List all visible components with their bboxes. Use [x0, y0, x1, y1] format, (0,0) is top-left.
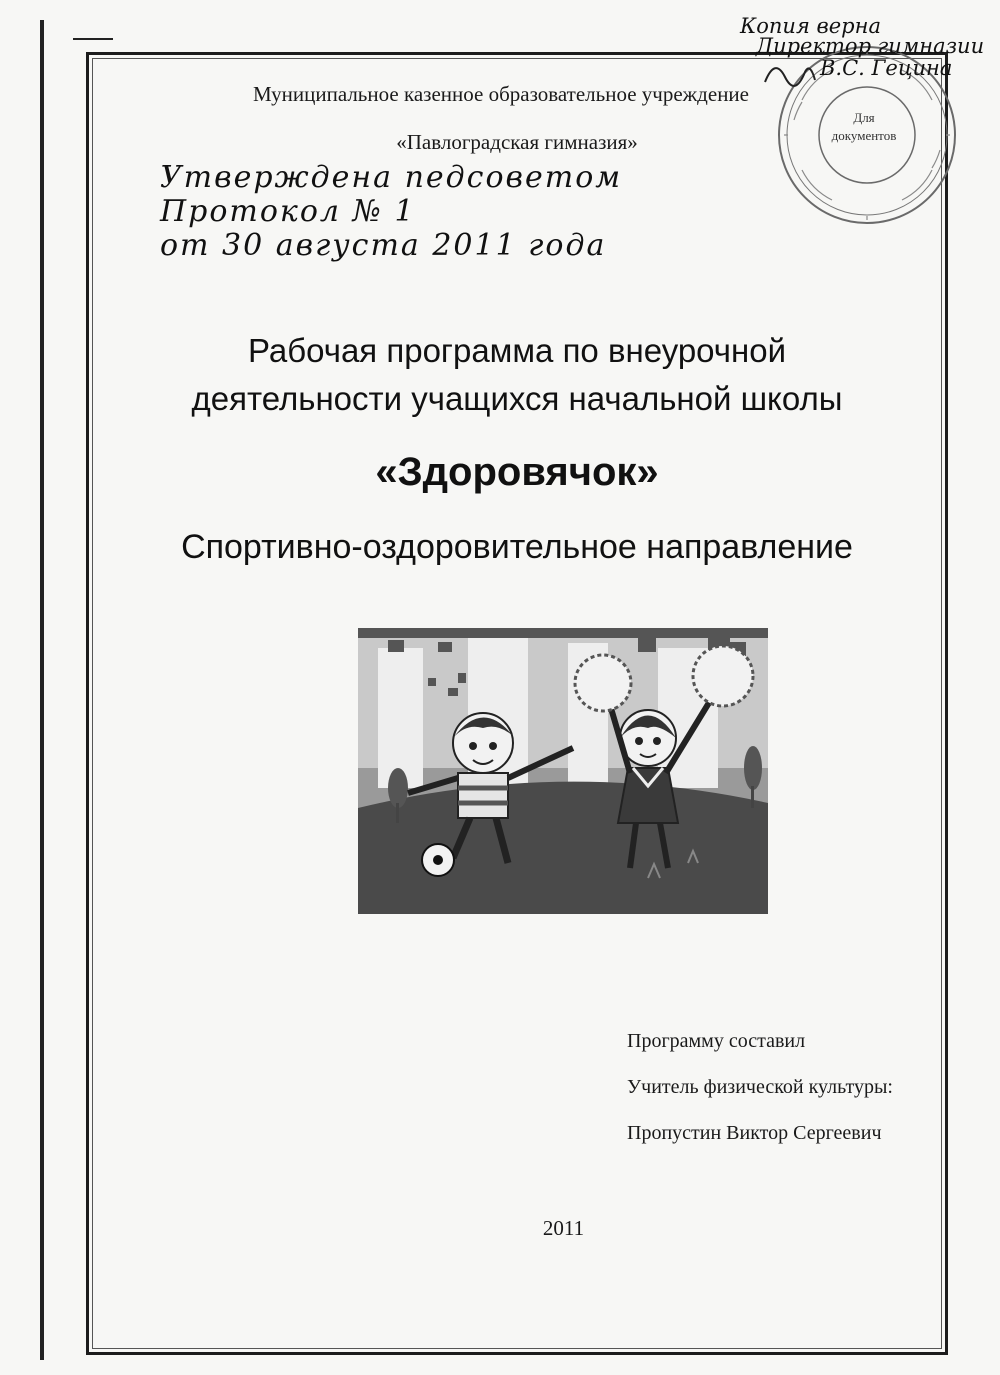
- author-name: Пропустин Виктор Сергеевич: [627, 1122, 882, 1144]
- page-edge: [40, 20, 44, 1360]
- children-sports-illustration: [358, 628, 768, 914]
- author-line-1: Программу составил: [627, 1030, 806, 1052]
- year: 2011: [542, 1216, 585, 1240]
- approval-note-line-1: Утверждена педсоветом: [160, 160, 623, 195]
- certification-line-1: Копия верна: [740, 14, 881, 38]
- top-dash: [73, 38, 113, 40]
- signature-scribble: [760, 52, 820, 92]
- stamp-line-2: документов: [831, 128, 897, 143]
- stamp-line-1: Для: [853, 110, 875, 125]
- certification-line-2: Директор гимназии: [756, 34, 985, 58]
- institution-line: Муниципальное казенное образовательное учреждение: [252, 82, 749, 106]
- program-name: «Здоровячок»: [375, 450, 659, 494]
- certification-signature: В.С. Гецина: [820, 56, 953, 80]
- author-line-2: Учитель физической культуры:: [627, 1076, 893, 1098]
- title-line-1: Рабочая программа по внеурочной: [247, 332, 787, 369]
- program-direction: Спортивно-оздоровительное направление: [181, 528, 853, 566]
- approval-note-line-3: от 30 августа 2011 года: [160, 228, 607, 263]
- title-line-2: деятельности учащихся начальной школы: [191, 380, 843, 417]
- approval-note-line-2: Протокол № 1: [160, 194, 416, 229]
- school-name: «Павлоградская гимназия»: [396, 130, 638, 154]
